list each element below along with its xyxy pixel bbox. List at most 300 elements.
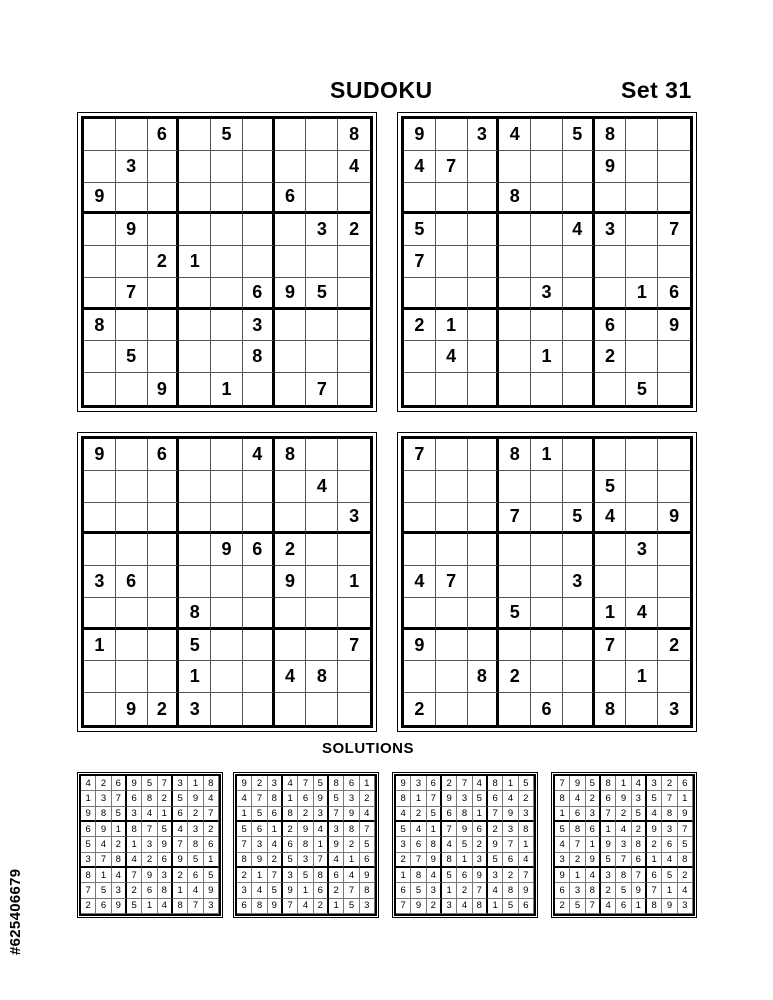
puzzle-cell (179, 151, 211, 183)
puzzle-cell: 8 (468, 661, 500, 693)
puzzle-cell (338, 373, 370, 405)
solution-cell: 5 (96, 883, 111, 898)
solution-cell: 5 (360, 837, 375, 852)
puzzle-cell: 9 (275, 278, 307, 310)
solution-cell: 9 (473, 868, 488, 883)
puzzle-cell (531, 373, 563, 405)
puzzle-cell: 5 (116, 341, 148, 373)
solution-cell: 2 (112, 837, 127, 852)
solution-cell: 7 (647, 883, 662, 898)
puzzle-cell: 9 (211, 534, 243, 566)
puzzle-cell (468, 373, 500, 405)
solution-cell: 1 (616, 776, 631, 791)
puzzle-cell (338, 471, 370, 503)
solution-cell: 1 (173, 883, 188, 898)
solution-cell: 2 (252, 776, 267, 791)
puzzle-cell (563, 693, 595, 725)
puzzle-cell (338, 183, 370, 215)
puzzle-cell (563, 278, 595, 310)
puzzle-cell (306, 439, 338, 471)
solution-cell: 4 (344, 868, 359, 883)
puzzle-cell: 2 (338, 214, 370, 246)
puzzle-cell: 7 (404, 246, 436, 278)
puzzle-cell (468, 278, 500, 310)
solution-cell: 1 (329, 899, 344, 914)
solution-cell: 3 (503, 822, 518, 837)
solution-cell: 5 (188, 853, 203, 868)
solution-cell: 3 (314, 807, 329, 822)
solution-cell: 9 (427, 853, 442, 868)
puzzle-cell: 1 (531, 341, 563, 373)
solution-cell: 9 (298, 822, 313, 837)
puzzle-cell (179, 439, 211, 471)
solution-cell: 2 (329, 883, 344, 898)
puzzle-cell: 7 (116, 278, 148, 310)
solution-cell: 7 (237, 837, 252, 852)
solution-cell: 3 (237, 883, 252, 898)
puzzle-cell (179, 310, 211, 342)
puzzle-cell (179, 183, 211, 215)
puzzle-cell (179, 534, 211, 566)
solution-cell: 8 (678, 853, 693, 868)
puzzle-cell (658, 151, 690, 183)
puzzle-cell (275, 373, 307, 405)
puzzle-cell (436, 693, 468, 725)
puzzle-cell: 6 (243, 278, 275, 310)
puzzle-cell (563, 183, 595, 215)
puzzle-cell (275, 151, 307, 183)
solution-cell: 6 (96, 899, 111, 914)
solution-cell: 5 (601, 853, 616, 868)
puzzle-cell (531, 246, 563, 278)
solution-cell: 5 (442, 868, 457, 883)
solution-cell: 3 (555, 853, 570, 868)
puzzle-cell (306, 151, 338, 183)
puzzle-cell: 5 (499, 598, 531, 630)
solution-cell: 4 (442, 837, 457, 852)
solution-cell: 2 (442, 776, 457, 791)
puzzle-cell (179, 341, 211, 373)
solution-cell: 5 (344, 899, 359, 914)
solution-cell: 1 (488, 899, 503, 914)
solution-cell: 7 (96, 853, 111, 868)
solution-cell: 3 (488, 868, 503, 883)
solution-cell: 6 (329, 868, 344, 883)
solution-cell: 9 (252, 853, 267, 868)
puzzle-cell (595, 566, 627, 598)
solution-cell: 7 (396, 899, 411, 914)
puzzle-cell (658, 598, 690, 630)
solution-cell: 8 (314, 868, 329, 883)
puzzle-cell (468, 471, 500, 503)
solution-cell: 6 (81, 822, 96, 837)
puzzle-cell: 4 (275, 661, 307, 693)
solution-cell: 8 (503, 883, 518, 898)
puzzle-cell: 7 (404, 439, 436, 471)
solution-cell: 1 (268, 822, 283, 837)
puzzle-cell: 2 (499, 661, 531, 693)
puzzle-cell (275, 246, 307, 278)
solution-cell: 9 (616, 791, 631, 806)
solution-cell: 6 (237, 899, 252, 914)
puzzle-cell (563, 246, 595, 278)
puzzle-cell (148, 310, 180, 342)
puzzle-cell (658, 183, 690, 215)
solution-cell: 4 (127, 853, 142, 868)
puzzle-cell (436, 246, 468, 278)
puzzle-cell (84, 373, 116, 405)
solution-cell: 7 (268, 868, 283, 883)
puzzle-cell: 3 (243, 310, 275, 342)
solution-cell: 3 (662, 822, 677, 837)
puzzle-cell (499, 534, 531, 566)
puzzle-cell: 2 (404, 693, 436, 725)
solution-cell: 7 (662, 791, 677, 806)
puzzle-cell: 4 (338, 151, 370, 183)
puzzle-cell (531, 598, 563, 630)
puzzle-cell (563, 661, 595, 693)
solution-cell: 2 (158, 791, 173, 806)
solution-cell: 4 (570, 791, 585, 806)
solution-cell: 7 (173, 837, 188, 852)
solution-cell: 7 (519, 868, 534, 883)
solutions-heading: SOLUTIONS (322, 740, 415, 757)
solution-cell: 7 (586, 899, 601, 914)
solution-cell: 5 (616, 883, 631, 898)
puzzle-cell: 9 (84, 183, 116, 215)
solution-cell: 1 (678, 791, 693, 806)
puzzle-cell (84, 119, 116, 151)
puzzle-cell: 6 (595, 310, 627, 342)
solution-cell: 8 (411, 868, 426, 883)
solution-cell: 9 (570, 776, 585, 791)
puzzle-cell (436, 661, 468, 693)
solution-cell: 7 (570, 837, 585, 852)
solution-cell: 3 (268, 776, 283, 791)
solution-cell: 5 (252, 807, 267, 822)
puzzle-cell (306, 693, 338, 725)
solution-cell: 4 (173, 822, 188, 837)
solution-cell: 4 (96, 837, 111, 852)
solution-cell: 5 (204, 868, 219, 883)
solution-cell: 9 (344, 807, 359, 822)
solution-cell: 2 (427, 899, 442, 914)
solution-cell: 2 (519, 791, 534, 806)
puzzle-cell: 3 (595, 214, 627, 246)
solution-cell: 4 (555, 837, 570, 852)
solution-cell: 5 (662, 868, 677, 883)
puzzle-cell (116, 661, 148, 693)
puzzle-cell (211, 630, 243, 662)
puzzle-cell: 8 (243, 341, 275, 373)
solution-cell: 1 (442, 883, 457, 898)
solution-cell: 7 (204, 807, 219, 822)
puzzle-cell: 6 (658, 278, 690, 310)
solution-cell: 6 (570, 807, 585, 822)
puzzle-cell (468, 214, 500, 246)
puzzle-cell (211, 278, 243, 310)
solution-cell: 4 (411, 822, 426, 837)
solution-cell: 3 (329, 822, 344, 837)
solution-cell: 6 (632, 853, 647, 868)
solution-cell: 2 (570, 853, 585, 868)
puzzle-cell (499, 214, 531, 246)
solution-cell: 7 (457, 776, 472, 791)
puzzle-cell: 9 (84, 439, 116, 471)
solution-cell: 4 (488, 883, 503, 898)
solution-cell: 5 (519, 776, 534, 791)
solution-cell: 7 (188, 899, 203, 914)
solution-cell: 6 (112, 776, 127, 791)
puzzle-cell (211, 246, 243, 278)
solution-cell: 8 (473, 899, 488, 914)
puzzle-cell (436, 119, 468, 151)
puzzle-cell (148, 183, 180, 215)
solution-cell: 9 (112, 899, 127, 914)
solution-cell: 8 (142, 791, 157, 806)
puzzle-cell (531, 151, 563, 183)
solution-cell: 7 (329, 807, 344, 822)
puzzle-cell (116, 630, 148, 662)
solution-cell: 2 (127, 883, 142, 898)
solution-cell: 5 (488, 853, 503, 868)
solution-cell: 5 (570, 899, 585, 914)
solution-cell: 4 (283, 776, 298, 791)
solution-cell: 6 (555, 883, 570, 898)
solution-cell: 4 (298, 899, 313, 914)
puzzle-cell (275, 310, 307, 342)
solution-cell: 9 (158, 837, 173, 852)
puzzle-cell (211, 439, 243, 471)
solution-cell: 7 (283, 899, 298, 914)
puzzle-cell (306, 534, 338, 566)
solution-cell: 9 (360, 868, 375, 883)
solution-cell: 3 (127, 807, 142, 822)
puzzle-cell: 4 (563, 214, 595, 246)
solution-cell: 7 (158, 776, 173, 791)
puzzle-grid-4 (401, 436, 693, 728)
solution-cell: 6 (314, 883, 329, 898)
puzzle-cell (179, 214, 211, 246)
solution-cell: 1 (158, 807, 173, 822)
puzzle-cell (243, 471, 275, 503)
set-label: Set 31 (621, 77, 692, 103)
solution-cell: 8 (268, 791, 283, 806)
puzzle-cell: 8 (275, 439, 307, 471)
puzzle-cell (338, 661, 370, 693)
puzzle-cell (243, 214, 275, 246)
puzzle-cell (531, 119, 563, 151)
puzzle-cell (306, 310, 338, 342)
puzzle-cell: 7 (499, 503, 531, 535)
solution-cell: 2 (204, 822, 219, 837)
solution-cell: 7 (442, 822, 457, 837)
solution-cell: 9 (442, 791, 457, 806)
solution-cell: 2 (488, 822, 503, 837)
solution-cell: 2 (283, 822, 298, 837)
solution-cell: 2 (360, 791, 375, 806)
solution-cell: 8 (647, 899, 662, 914)
solution-cell: 7 (616, 853, 631, 868)
puzzle-cell (338, 341, 370, 373)
solution-cell: 1 (555, 807, 570, 822)
solution-cell: 2 (96, 776, 111, 791)
puzzle-cell (404, 278, 436, 310)
puzzle-cell (499, 566, 531, 598)
solution-cell: 3 (519, 807, 534, 822)
puzzle-cell: 9 (275, 566, 307, 598)
puzzle-cell (84, 661, 116, 693)
puzzle-cell (306, 119, 338, 151)
puzzle-cell (211, 566, 243, 598)
solution-cell: 4 (142, 807, 157, 822)
solution-cell: 9 (173, 853, 188, 868)
solution-cell: 8 (396, 791, 411, 806)
solution-cell: 1 (298, 883, 313, 898)
puzzle-cell (84, 471, 116, 503)
solution-cell: 5 (586, 776, 601, 791)
solution-cell: 1 (204, 853, 219, 868)
solution-cell: 9 (314, 791, 329, 806)
solution-cell: 9 (188, 791, 203, 806)
puzzle-cell (243, 566, 275, 598)
solution-cell: 1 (586, 837, 601, 852)
puzzle-cell (243, 503, 275, 535)
solution-cell: 5 (427, 807, 442, 822)
puzzle-cell: 8 (499, 183, 531, 215)
puzzle-cell: 6 (148, 119, 180, 151)
solution-cell: 1 (411, 791, 426, 806)
puzzle-cell: 3 (531, 278, 563, 310)
solution-cell: 8 (344, 822, 359, 837)
puzzle-cell (499, 278, 531, 310)
solution-cell: 3 (298, 853, 313, 868)
solution-cell: 3 (204, 899, 219, 914)
puzzle-cell: 3 (669, 698, 680, 719)
puzzle-cell (84, 246, 116, 278)
puzzle-cell: 1 (179, 661, 211, 693)
solution-cell: 2 (473, 837, 488, 852)
puzzle-cell: 8 (306, 661, 338, 693)
solution-cell: 7 (555, 776, 570, 791)
puzzle-cell (243, 151, 275, 183)
solution-cell: 6 (616, 899, 631, 914)
solution-cell: 4 (188, 883, 203, 898)
solution-cell: 8 (570, 822, 585, 837)
puzzle-cell: 7 (338, 630, 370, 662)
puzzle-cell (468, 534, 500, 566)
solution-cell: 8 (237, 853, 252, 868)
solution-cell: 5 (237, 822, 252, 837)
puzzle-cell (499, 341, 531, 373)
solution-cell: 4 (473, 776, 488, 791)
solution-cell: 6 (442, 807, 457, 822)
puzzle-cell (531, 661, 563, 693)
puzzle-cell (338, 278, 370, 310)
puzzle-grid-2 (401, 116, 693, 408)
solution-cell: 7 (427, 791, 442, 806)
puzzle-cell (179, 503, 211, 535)
solution-cell: 4 (204, 791, 219, 806)
solution-cell: 4 (601, 899, 616, 914)
solution-cell: 5 (473, 791, 488, 806)
puzzle-cell (658, 566, 690, 598)
solution-cell: 9 (601, 837, 616, 852)
puzzle-cell: 4 (243, 439, 275, 471)
puzzle-cell (148, 503, 180, 535)
solution-cell: 1 (632, 899, 647, 914)
puzzle-cell (148, 471, 180, 503)
solution-cell: 7 (488, 807, 503, 822)
solution-cell: 6 (519, 899, 534, 914)
puzzle-cell (531, 214, 563, 246)
puzzle-cell (275, 503, 307, 535)
puzzle-cell: 2 (148, 693, 180, 725)
puzzle-cell: 3 (563, 566, 595, 598)
solution-cell: 6 (298, 791, 313, 806)
solution-cell: 5 (503, 899, 518, 914)
puzzle-cell (243, 246, 275, 278)
solution-cell: 7 (314, 853, 329, 868)
puzzle-cell (626, 310, 658, 342)
solution-cell: 1 (457, 853, 472, 868)
solution-cell: 8 (96, 807, 111, 822)
puzzle-cell (595, 661, 627, 693)
puzzle-cell: 5 (563, 119, 595, 151)
puzzle-cell: 6 (243, 534, 275, 566)
puzzle-cell (211, 183, 243, 215)
solution-cell: 5 (411, 883, 426, 898)
solution-cell: 8 (632, 837, 647, 852)
solution-cell: 1 (81, 791, 96, 806)
puzzle-cell: 1 (531, 439, 563, 471)
puzzle-cell (211, 310, 243, 342)
solution-cell: 3 (457, 791, 472, 806)
puzzle-cell (563, 598, 595, 630)
puzzle-cell (179, 373, 211, 405)
solution-cell: 2 (411, 807, 426, 822)
solution-cell: 4 (457, 899, 472, 914)
puzzle-cell (436, 278, 468, 310)
solution-cell: 5 (314, 776, 329, 791)
solution-cell: 3 (442, 899, 457, 914)
solution-cell: 4 (112, 868, 127, 883)
puzzle-cell (179, 471, 211, 503)
solution-cell: 6 (601, 791, 616, 806)
solution-cell: 5 (329, 791, 344, 806)
solution-cell: 2 (601, 883, 616, 898)
puzzle-cell (116, 119, 148, 151)
solution-cell: 3 (473, 853, 488, 868)
puzzle-cell (275, 119, 307, 151)
puzzle-cell (531, 503, 563, 535)
solution-cell: 9 (662, 899, 677, 914)
puzzle-cell (148, 661, 180, 693)
solution-cell: 2 (647, 837, 662, 852)
solution-cell: 4 (662, 853, 677, 868)
puzzle-cell: 9 (658, 503, 690, 535)
puzzle-cell: 2 (275, 534, 307, 566)
solution-cell: 3 (142, 837, 157, 852)
puzzle-cell (116, 534, 148, 566)
solution-cell: 2 (503, 868, 518, 883)
puzzle-cell (338, 693, 370, 725)
solution-cell: 9 (127, 776, 142, 791)
solution-cell: 4 (616, 822, 631, 837)
solution-cell: 5 (173, 791, 188, 806)
solution-cell: 3 (601, 868, 616, 883)
page-title: SUDOKU (330, 77, 433, 103)
